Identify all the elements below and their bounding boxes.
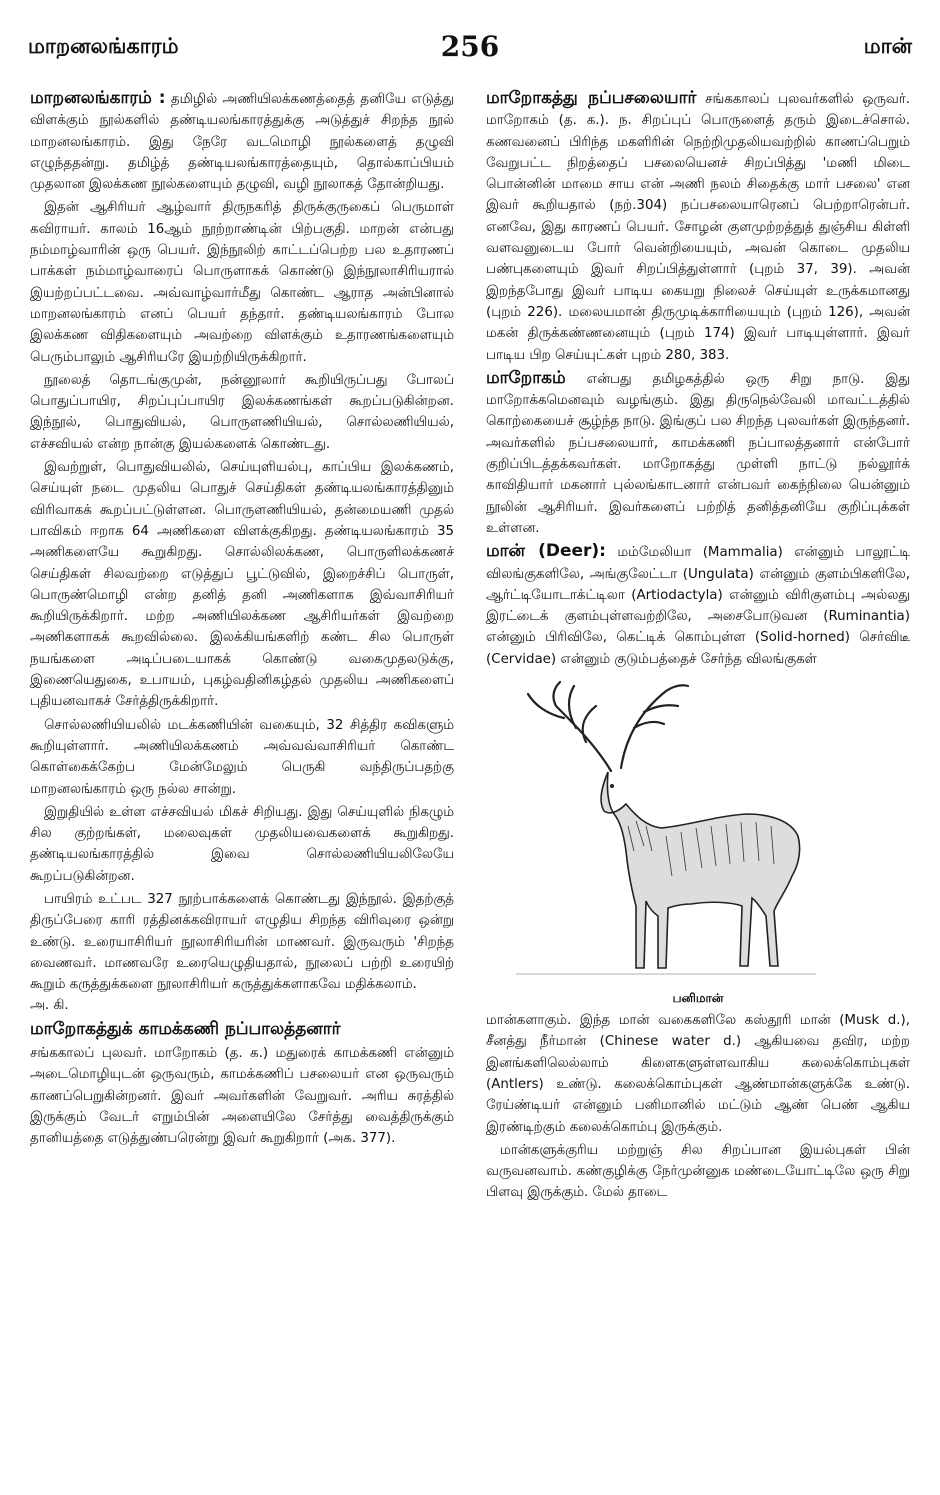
headword: மாறோகத்துக் காமக்கணி நப்பாலத்தனார் [30, 1018, 341, 1039]
entry-text: சங்ககாலப் புலவர்களில் ஒருவர். மாறோகம் (த. க.). ந. சிறப்புப் பொருளைத் தரும் இடைச்சொல். கணவனைப் பிரிந்த மகளிரின் நெற்றிமுதலியவற்றில் காணப்பெறும் வேறுபட்ட நிறத்தைப் பசலையெனச் சிறப்பித்து 'மணி மிடை பொன்னின் மாமை சாய என் அணி நலம் சிதைக்கு மார் பசலை' என இவர் கூறியதால் (நற்.304) நப்பசலையாரெனப் பெற்றாரென்பர். எனவே, இது காரணப் பெயர். சோழன் குளமுற்றத்துத் துஞ்சிய கிள்ளி வளவனுடைய போர் வென்றியையும், அவன் கொடை முதலிய பண்புகளையும் இவர் சிறப்பித்துள்ளார் (புறம் 37, 39). அவன் இறந்தபோது இவர் பாடிய கையறு நிலைச் செய்யுள் உருக்கமானது (புறம் 226). மலையமான் திருமுடிக்காரியையும் (புறம் 126), அவன் மகன் திருக்கண்ணனையும் (புறம் 174) இவர் பாடியுள்ளார். இவர் பாடிய பிற செய்யுட்கள் புறம் 280, 383. [486, 92, 910, 363]
reindeer-figure [486, 676, 910, 1006]
author-initials: அ. கி. [30, 998, 69, 1014]
entry-kamakkani [30, 1019, 454, 1041]
page-header [28, 30, 912, 70]
paragraph: இதன் ஆசிரியர் ஆழ்வார் திருநகரித் திருக்குருகைப் பெருமாள் கவிராயர். காலம் 16ஆம் நூற்றாண்டின் பிற்பகுதி. மாறன் என்பது நம்மாழ்வாரின் ஒரு பெயர். இந்நூலிற் காட்டப்பெற்ற பல உதாரணப் பாக்கள் நம்மாழ்வாரைப் பொருளாகக் கொண்டு இந்நூலாசிரியரால் இயற்றப்பட்டவை. அவ்வாழ்வார்மீது கொண்ட ஆராத அன்பினால் மாறனலங்காரம் எனப் பெயர் தந்தார். தண்டியலங்காரம் போல இலக்கண விதிகளையும் அவற்றை விளக்கும் உதாரணங்களையும் பெரும்பாலும் ஆசிரியரே இயற்றியிருக்கிறார். [30, 200, 454, 365]
entry-text: மம்மேலியா (Mammalia) என்னும் பாலூட்டி விலங்குகளிலே, அங்குலேட்டா (Ungulata) என்னும் குளம்பிகளிலே, ஆர்ட்டியோடாக்ட்டிலா (Artiodactyla) என்னும் விரிகுளம்பு அல்லது இரட்டைக் குளம்புள்ளவற்றிலே, அசைபோடுவன (Ruminantia) என்னும் பிரிவிலே, கெட்டிக் கொம்புள்ள (Solid-horned) செர்விடீ (Cervidae) என்னும் குடும்பத்தைச் சேர்ந்த விலங்குகள் [486, 545, 911, 667]
page-number: 256 [440, 30, 500, 63]
left-column [30, 88, 454, 1152]
paragraph: பாயிரம் உட்பட 327 நூற்பாக்களைக் கொண்டது இந்நூல். இதற்குத் திருப்பேரை காரி ரத்தினக்கவிராயர் எழுதிய சிறந்த விரிவுரை ஒன்று உண்டு. உரையாசிரியர் நூலாசிரியரின் மாணவர். இருவரும் 'சிறந்த வைணவர். மாணவரே உரையெழுதியதால், நூலைப் பற்றி உரையிற் கூறும் கருத்துக்களை நூலாசிரியர் கருத்துக்களாகவே மதிக்கலாம். [30, 891, 454, 993]
entry-marogam [486, 368, 910, 539]
paragraph: நூலைத் தொடங்குமுன், நன்னூலார் கூறியிருப்பது போலப் பொதுப்பாயிர, சிறப்புப்பாயிர இலக்கணங்கள் கூறப்படுகின்றன. இந்நூல், பொதுவியல், பொருளணியியல், சொல்லணியியல், எச்சவியல் என்ற நான்கு இயல்களைக் கொண்டது. [30, 372, 454, 452]
right-column [486, 88, 910, 1206]
entry-nappasalaiyar [486, 88, 910, 366]
paragraph: இவற்றுள், பொதுவியலில், செய்யுளியல்பு, காப்பிய இலக்கணம், செய்யுள் நடை முதலிய பொதுச் செய்திகள் தண்டியலங்காரத்தினும் விரிவாகக் கூறப்பட்டுள்ளன. பொருளணியியல், தன்மையணி முதல் பாவிகம் ஈறாக 64 அணிகளை விளக்குகிறது. தண்டியலங்காரம் 35 அணிகளையே கூறுகிறது. சொல்லிலக்கண, பொருளிலக்கணச் செய்திகள் சிலவற்றை எடுத்துப் பூட்டுவில், இறைச்சிப் பொருள், பொருண்மொழி என்ற தனித் தனி அணிகளாக இவ்வாசிரியர் கூறியிருக்கிறார். மற்ற அணியிலக்கண ஆசிரியர்கள் இவற்றை அணிகளாகக் கூறவில்லை. இலக்கியங்களிற் கண்ட சில பொருள் நயங்களை அடிப்படையாகக் கொண்டு வகைமுதலடுக்கு, இணையெதுகை, உபாயம், புகழ்வதினிகழ்தல் முதலிய அணிகளைப் புதியனவாகச் சேர்த்திருக்கிறார். [30, 460, 454, 710]
headword: மாறோகம் [486, 367, 566, 388]
running-head-left: மாறனலங்காரம் [28, 34, 179, 58]
entry-maranalankaram [30, 88, 454, 195]
entry-text: என்பது தமிழகத்தில் ஒரு சிறு நாடு. இது மாறோக்கமெனவும் வழங்கும். இது திருநெல்வேலி மாவட்டத்தில் கொற்கையைச் சூழ்ந்த நாடு. இங்குப் பல சிறந்த புலவர்கள் இருந்தனர். அவர்களில் நப்பசலையார், காமக்கணி நப்பாலத்தனார் என்போர் குறிப்பிடத்தக்கவர்கள். மாறோகத்து முள்ளி நாட்டு நல்லூர்க் காவிதியார் மகனார் புல்லங்காடனார் என்பவர் கைந்நிலை யென்னும் நூலின் ஆசிரியர். இவர்களைப் பற்றித் தனித்தனியே குறிப்புக்கள் உள்ளன. [486, 371, 911, 536]
entry-maan-deer [486, 541, 910, 670]
paragraph: இறுதியில் உள்ள எச்சவியல் மிகச் சிறியது. இது செய்யுளில் நிகழும் சில குற்றங்கள், மலைவுகள் முதலியவைகளைக் கூறுகிறது. தண்டியலங்காரத்தில் இவை சொல்லணியியலிலேயே கூறப்படுகின்றன. [30, 804, 454, 884]
reindeer-icon [516, 676, 816, 981]
headword: மாறனலங்காரம் : [30, 88, 166, 108]
entry-text: தமிழில் அணியிலக்கணத்தைத் தனியே எடுத்து விளக்கும் நூல்களில் தண்டியலங்காரத்துக்கு அடுத்துச் சிறந்த நூல் மாறனலங்காரம். இது நேரே வடமொழி நூல்களைத் தழுவி எழுந்ததன்று. தமிழ்த் தண்டியலங்காரத்தையும், தொல்காப்பியம் முதலான இலக்கண நூல்களையும் தழுவி, வழி நூலாகத் தோன்றியது. [30, 92, 454, 193]
entry-text: சங்ககாலப் புலவர். மாறோகம் (த. க.) மதுரைக் காமக்கணி என்னும் அடைமொழியுடன் ஒருவரும், காமக்கணிப் பசலையர் என ஒருவரும் காணப்பெறுகின்றனர். இவர் அவர்களின் வேறுவர். அரிய சுரத்தில் இருக்கும் வேடர் எறும்பின் அளையிலே சேர்த்து வைத்திருக்கும் தானியத்தை எடுத்துண்பரென்று இவர் கூறுகிறார் (அக. 377). [30, 1046, 454, 1147]
paragraph: சொல்லணியியலில் மடக்கணியின் வகையும், 32 சித்திர கவிகளும் கூறியுள்ளார். அணியிலக்கணம் அவ்வவ்வாசிரியர் கொண்ட கொள்கைக்கேற்ப மேன்மேலும் பெருகி வந்திருப்பதற்கு மாறனலங்காரம் ஒரு நல்ல சான்று. [30, 717, 454, 797]
running-head-right: மான் [863, 34, 912, 58]
figure-caption: பனிமான் [672, 991, 724, 1006]
headword: மாறோகத்து நப்பசலையார் [486, 88, 697, 108]
paragraph: மான்களுக்குரிய மற்றுஞ் சில சிறப்பான இயல்புகள் பின் வருவனவாம். கண்குழிக்கு நேர்முன்னுக மண்டையோட்டிலே ஒரு சிறு பிளவு இருக்கும். மேல் தாடை [486, 1142, 910, 1201]
headword: மான் (Deer): [486, 541, 606, 562]
paragraph: மான்களாகும். இந்த மான் வகைகளிலே கஸ்தூரி மான் (Musk d.), சீனத்து நீர்மான் (Chinese water d.) ஆகியவை தவிர, மற்ற இனங்களிலெல்லாம் கிளைகளுள்ளவாகிய கலைக்கொம்புகள் (Antlers) உண்டு. கலைக்கொம்புகள் ஆண்மான்களுக்கே உண்டு. ரேய்ண்டியர் என்னும் பனிமானில் மட்டும் ஆண் பெண் ஆகிய இரண்டிற்கும் கலைக்கொம்பு இருக்கும். [486, 1013, 910, 1135]
